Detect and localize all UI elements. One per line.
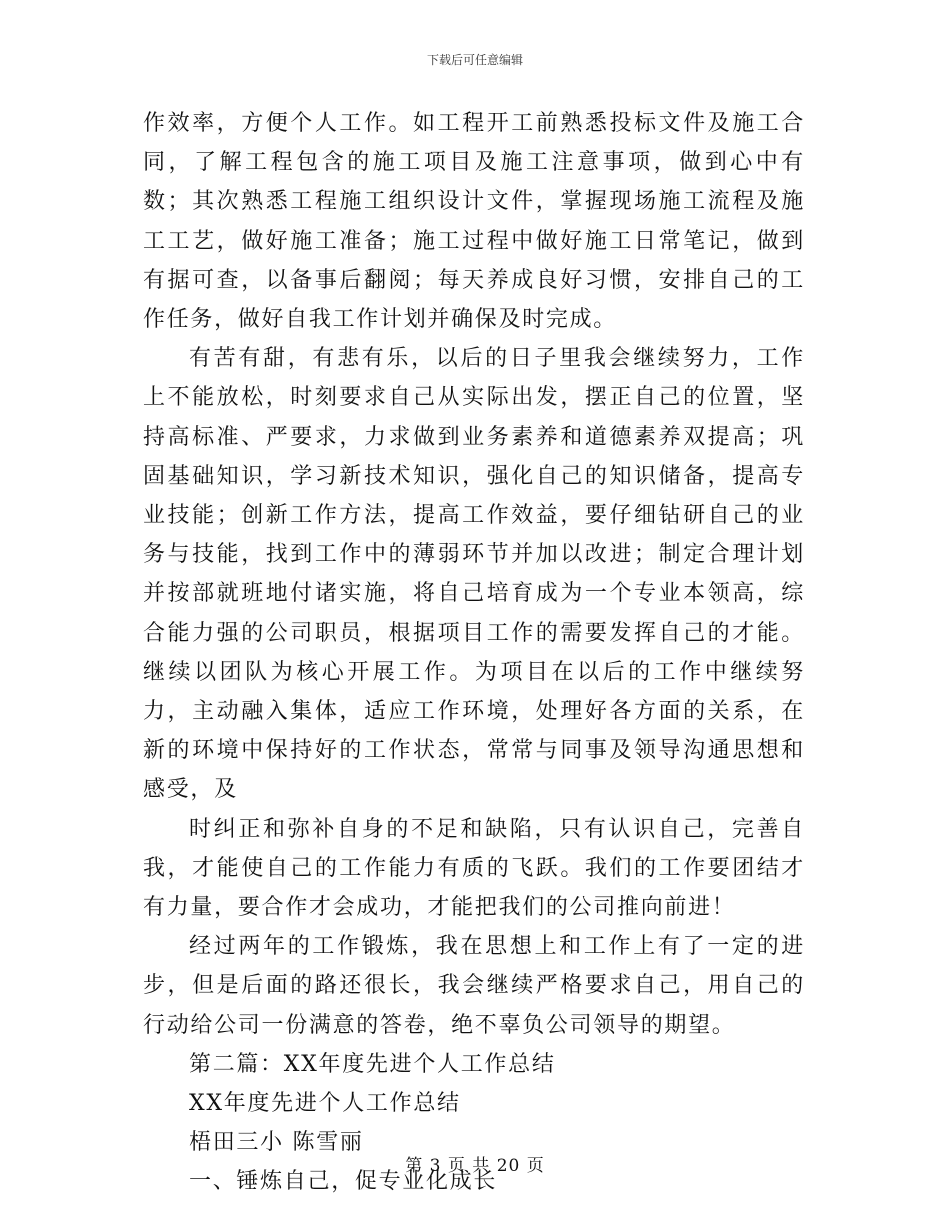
page-number: 第 3 页 共 20 页 [405,1156,545,1176]
paragraph: 有苦有甜，有悲有乐，以后的日子里我会继续努力，工作上不能放松，时刻要求自己从实际出发，摆正自己的位置，坚持高标准、严要求，力求做到业务素养和道德素养双提高；巩固基础知识，学习新技术知识，强化自己的知识储备，提高专业技能；创新工作方法，提高工作效益，要仔细钻研自己的业务与技能，找到工作中的薄弱环节并加以改进；制定合理计划并按部就班地付诸实施，将自己培育成为一个专业本领高，综合能力强的公司职员，根据项目工作的需要发挥自己的才能。继续以团队为核心开展工作。为项目在以后的工作中继续努力，主动融入集体，适应工作环境，处理好各方面的关系，在新的环境中保持好的工作状态，常常与同事及领导沟通思想和感受，及 [143,346,805,803]
section-subtitle: XX年度先进个人工作总结 [189,1091,461,1117]
section-heading: 一、锤炼自己，促专业化成长 [189,1169,498,1195]
page-header: 下载后可任意编辑 [426,53,523,67]
document-body [143,104,805,1202]
paragraph: 经过两年的工作锻炼，我在思想上和工作上有了一定的进步，但是后面的路还很长，我会继续严格要求自己，用自己的行动给公司一份满意的答卷，绝不辜负公司领导的期望。 [143,934,805,1038]
paragraph-continuation: 作效率，方便个人工作。如工程开工前熟悉投标文件及施工合同，了解工程包含的施工项目及施工注意事项，做到心中有数；其次熟悉工程施工组织设计文件，掌握现场施工流程及施工工艺，做好施工准备；施工过程中做好施工日常笔记，做到有据可查，以备事后翻阅；每天养成良好习惯，安排自己的工作任务，做好自我工作计划并确保及时完成。 [143,111,805,333]
author-line: 梧田三小 陈雪丽 [189,1130,364,1156]
section-title: 第二篇：XX年度先进个人工作总结 [189,1051,556,1077]
paragraph: 时纠正和弥补自身的不足和缺陷，只有认识自己，完善自我，才能使自己的工作能力有质的飞跃。我们的工作要团结才有力量，要合作才会成功，才能把我们的公司推向前进！ [143,816,805,921]
